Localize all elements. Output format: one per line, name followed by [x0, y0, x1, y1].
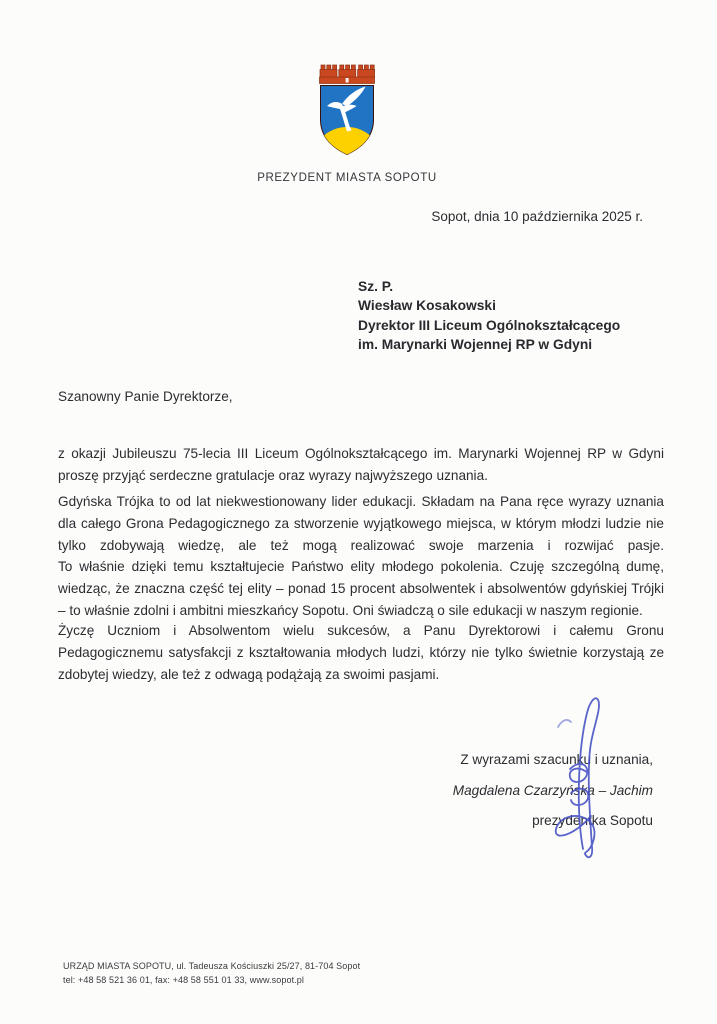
crown-gate — [346, 78, 349, 83]
letterhead — [0, 64, 694, 184]
addressee-title-line2: im. Marynarki Wojennej RP w Gdyni — [358, 336, 593, 352]
signature-closing: Z wyrazami szacunku i uznania, — [460, 752, 653, 767]
addressee-salutation: Sz. P. — [358, 279, 394, 294]
body-paragraph-3: Życzę Uczniom i Absolwentom wielu sukcesów, a Panu Dyrektorowi i całemu Gronu Pedagogicznemu satysfakcji z kształtowania młodych ludzi, którzy nie tylko świetnie korzystają ze zdobytej wiedzy, ale też z odwagą podążają za swoimi pasjami. — [58, 623, 664, 682]
greeting-text: Szanowny Panie Dyrektorze, — [58, 389, 233, 404]
footer-block — [63, 960, 360, 987]
footer-address-line: URZĄD MIASTA SOPOTU, ul. Tadeusza Kościuszki 25/27, 81-704 Sopot — [63, 961, 361, 971]
addressee-title-line1: Dyrektor III Liceum Ogólnokształcącego — [358, 317, 621, 333]
body-paragraph-1: z okazji Jubileuszu 75-lecia III Liceum Ogólnokształcącego im. Marynarki Wojennej RP w Gdyni proszę przyjąć serdeczne gratulacje oraz wyrazy najwyższego uznania. — [58, 446, 664, 483]
footer-contact-line: tel: +48 58 521 36 01, fax: +48 58 551 01 33, www.sopot.pl — [63, 974, 304, 985]
addressee-block — [358, 277, 620, 354]
body-paragraph-2b: To właśnie dzięki temu kształtujecie Państwo elity młodego pokolenia. Czuję szczególną dumę, wiedząc, że znaczna część tej elity – ponad 15 procent absolwentek i absolwentów gdyńskiej Trójki – to właśnie zdolni i ambitni mieszkańcy Sopotu. Oni świadczą o sile edukacji w naszym regionie. — [58, 559, 664, 618]
letterhead-title: PREZYDENT MIASTA SOPOTU — [257, 172, 437, 184]
addressee-name: Wiesław Kosakowski — [358, 298, 496, 314]
date-line: Sopot, dnia 10 października 2025 r. — [431, 209, 643, 224]
signature-block — [453, 750, 653, 830]
signature-role: prezydentka Sopotu — [532, 813, 653, 828]
signature-name: Magdalena Czarzyńska – Jachim — [452, 783, 653, 798]
body-paragraph-2a: Gdyńska Trójka to od lat niekwestionowany lider edukacji. Składam na Pana ręce wyrazy uznania dla całego Grona Pedagogicznego za stworzenie wyjątkowego miejsca, w którym młodzi ludzie nie tylko zdobywają wiedzę, ale też mogą realizować swoje marzenia i rozwijać pasje. — [58, 494, 664, 553]
sopot-coat-of-arms-icon — [317, 64, 377, 156]
body-paragraph-2 — [58, 491, 664, 622]
